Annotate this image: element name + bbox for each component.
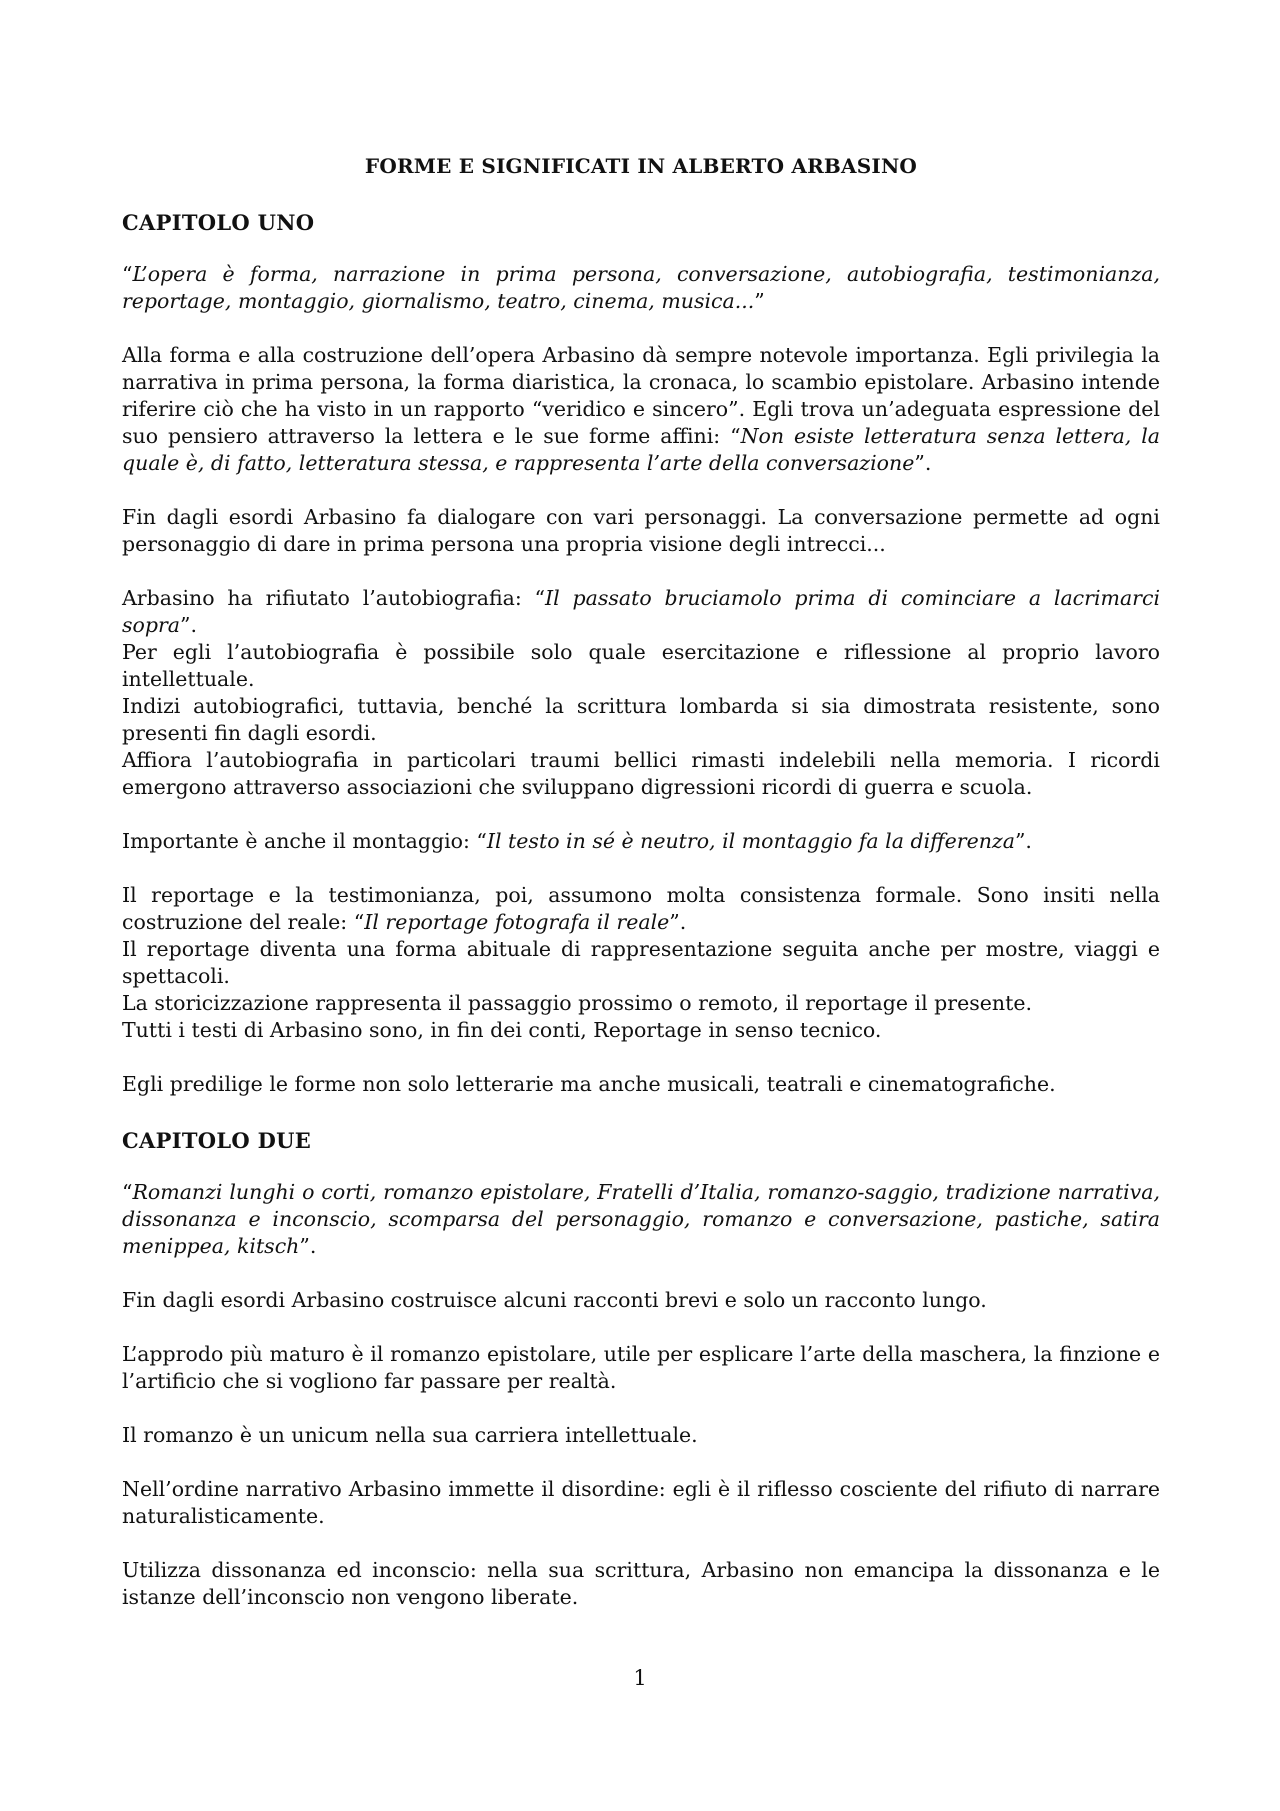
- paragraph-citation: Il testo in sé è neutro, il montaggio fa la differenza: [486, 829, 1015, 853]
- paragraph: [122, 342, 1160, 477]
- quote-close: ”.: [299, 1234, 317, 1258]
- paragraph-text: Arbasino ha rifiutato l’autobiografia: “: [122, 586, 546, 610]
- paragraph: [122, 882, 1160, 936]
- paragraph-text: ”.: [180, 613, 198, 637]
- paragraph-citation: Il passato bruciamolo prima di cominciare a lacrimarci sopra: [122, 586, 1161, 637]
- page-number: 1: [633, 1666, 647, 1690]
- paragraph: Utilizza dissonanza ed inconscio: nella sua scrittura, Arbasino non emancipa la dissonanza e le istanze dell’inconscio non vengono liberate.: [122, 1558, 1160, 1609]
- chapter-two-quote: [122, 1179, 1160, 1260]
- chapter-heading-one: CAPITOLO UNO: [122, 210, 315, 235]
- quote-close: ”: [754, 289, 765, 313]
- paragraph: Tutti i testi di Arbasino sono, in fin dei conti, Reportage in senso tecnico.: [122, 1018, 882, 1042]
- paragraph: Il reportage diventa una forma abituale di rappresentazione seguita anche per mostre, viaggi e spettacoli.: [122, 937, 1160, 988]
- quote-open: “: [122, 262, 133, 286]
- paragraph: Fin dagli esordi Arbasino costruisce alcuni racconti brevi e solo un racconto lungo.: [122, 1288, 987, 1312]
- paragraph: Affiora l’autobiografia in particolari traumi bellici rimasti indelebili nella memoria. I ricordi emergono attraverso associazioni che sviluppano digressioni ricordi di guerra e scuola.: [122, 748, 1160, 799]
- paragraph: Per egli l’autobiografia è possibile solo quale esercitazione e riflessione al proprio lavoro intellettuale.: [122, 640, 1160, 691]
- paragraph-text: ”.: [1014, 829, 1032, 853]
- paragraph-citation: Il reportage fotografa il reale: [364, 910, 670, 934]
- paragraph: [122, 828, 1160, 855]
- quote-open: “: [122, 1180, 133, 1204]
- paragraph: Nell’ordine narrativo Arbasino immette il disordine: egli è il riflesso cosciente del rifiuto di narrare naturalisticamente.: [122, 1477, 1160, 1528]
- chapter-heading-two: CAPITOLO DUE: [122, 1128, 312, 1153]
- paragraph: Indizi autobiografici, tuttavia, benché la scrittura lombarda si sia dimostrata resistente, sono presenti fin dagli esordi.: [122, 694, 1160, 745]
- paragraph-citation: Non esiste letteratura senza lettera, la quale è, di fatto, letteratura stessa, e rappresenta l’arte della conversazione: [122, 424, 1160, 475]
- document-title: FORME E SIGNIFICATI IN ALBERTO ARBASINO: [364, 154, 918, 178]
- paragraph-text: Alla forma e alla costruzione dell’opera Arbasino dà sempre notevole importanza. Egli privilegia la narrativa in prima persona, la forma diaristica, la cronaca, lo scambio epistolare. Arbasino intende riferire ciò che ha visto in un rapporto “veridico e sincero”. Egli trova un’adeguata espressione del suo pensiero attraverso la lettera e le sue forme affini: “: [122, 343, 1160, 448]
- quote-text: Romanzi lunghi o corti, romanzo epistolare, Fratelli d’Italia, romanzo-saggio, tradizione narrativa, dissonanza e inconscio, scomparsa del personaggio, romanzo e conversazione, pastiche, satira menippea, kitsch: [122, 1180, 1160, 1258]
- paragraph: Il romanzo è un unicum nella sua carriera intellettuale.: [122, 1423, 698, 1447]
- paragraph-text: ”.: [914, 451, 932, 475]
- paragraph-text: ”.: [669, 910, 687, 934]
- paragraph: Egli predilige le forme non solo letterarie ma anche musicali, teatrali e cinematografiche.: [122, 1072, 1056, 1096]
- paragraph-text: Il reportage e la testimonianza, poi, assumono molta consistenza formale. Sono insiti nella costruzione del reale: “: [122, 883, 1160, 934]
- paragraph: Fin dagli esordi Arbasino fa dialogare con vari personaggi. La conversazione permette ad ogni personaggio di dare in prima persona una propria visione degli intrecci...: [122, 505, 1160, 556]
- quote-text: L’opera è forma, narrazione in prima persona, conversazione, autobiografia, testimonianza, reportage, montaggio, giornalismo, teatro, cinema, musica...: [122, 262, 1160, 313]
- paragraph: La storicizzazione rappresenta il passaggio prossimo o remoto, il reportage il presente.: [122, 991, 1032, 1015]
- paragraph-text: Importante è anche il montaggio: “: [122, 829, 487, 853]
- paragraph: [122, 585, 1160, 639]
- paragraph: L’approdo più maturo è il romanzo epistolare, utile per esplicare l’arte della maschera, la finzione e l’artificio che si vogliono far passare per realtà.: [122, 1342, 1160, 1393]
- chapter-one-quote: [122, 261, 1160, 315]
